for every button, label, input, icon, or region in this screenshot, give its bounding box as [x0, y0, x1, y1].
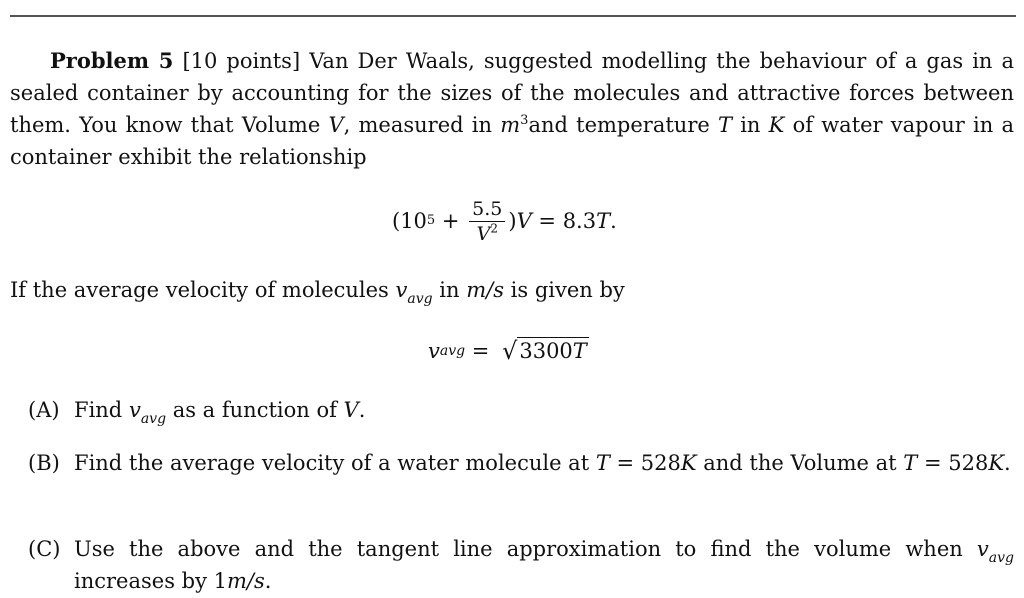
part-a-label: (A)	[28, 398, 60, 422]
rest-text: of water vapour in a container exhibit the relationship	[10, 113, 1015, 169]
part-c-text3: .	[264, 569, 272, 593]
part-a-text3: .	[358, 398, 366, 422]
unit-m: m	[500, 113, 521, 137]
sqrt-symbol	[502, 337, 589, 365]
part-a-var-v: V	[343, 398, 359, 422]
velocity-v: v	[395, 278, 408, 302]
measured-text: , measured in	[343, 113, 501, 137]
eq1-open: (10	[392, 209, 427, 233]
part-b	[28, 447, 1014, 479]
unit-exp: 3	[520, 113, 529, 128]
part-b-k2: K	[988, 451, 1005, 475]
sqrt-sign: √	[502, 337, 518, 365]
eq1-end: .	[610, 209, 617, 233]
part-a-sub: avg	[140, 411, 167, 427]
part-b-text3: and the Volume at	[696, 451, 904, 475]
part-a-v: v	[128, 398, 141, 422]
sqrt-radicand	[517, 337, 588, 364]
unit-k: K	[768, 113, 785, 137]
intro-text: Van Der Waals, suggested modelling the behaviour of a gas in a sealed container by accounting for the sizes of the molecules and attractive forces between them. You know that Volume	[10, 49, 1015, 137]
part-c-sub: avg	[988, 550, 1014, 566]
problem-points: [10 points]	[182, 49, 301, 73]
radicand-num: 3300	[519, 339, 573, 363]
eq2-equals: =	[465, 339, 497, 363]
part-c-v: v	[976, 537, 989, 561]
part-b-t2: T	[903, 451, 918, 475]
part-c-text1: Use the above and the tangent line approximation to find the volume when	[74, 537, 977, 561]
part-a-text1: Find	[74, 398, 129, 422]
problem-statement	[10, 45, 1014, 173]
eq1-var-t: T	[596, 209, 611, 233]
part-c-label: (C)	[28, 537, 61, 561]
part-b-label: (B)	[28, 451, 60, 475]
eq1-den-var: V	[476, 222, 491, 245]
velocity-unit: m/s	[466, 278, 504, 302]
part-c-unit: m/s	[227, 569, 265, 593]
part-b-k1: K	[680, 451, 697, 475]
eq1-den-exp: 2	[490, 221, 498, 236]
problem-heading: Problem 5	[50, 48, 174, 73]
part-c	[28, 533, 1014, 597]
velocity-suffix: is given by	[503, 278, 625, 302]
part-b-text2: = 528	[609, 451, 681, 475]
velocity-prefix: If the average velocity of molecules	[10, 278, 396, 302]
part-a-text2: as a function of	[166, 398, 344, 422]
part-b-text1: Find the average velocity of a water molecule at	[74, 451, 596, 475]
eq1-plus: +	[435, 209, 467, 233]
eq1-equals: = 8.3	[531, 209, 597, 233]
eq1-numerator: 5.5	[469, 197, 505, 222]
velocity-equation	[428, 337, 589, 365]
top-rule	[10, 15, 1016, 17]
part-c-text	[74, 533, 1014, 597]
part-b-text	[74, 447, 1014, 479]
part-b-text4: = 528	[917, 451, 989, 475]
part-b-text5: .	[1004, 451, 1011, 475]
eq2-sub: avg	[439, 343, 466, 359]
eq1-var-v: V	[516, 209, 532, 233]
eq2-v: v	[428, 339, 440, 363]
and-temp-text: and temperature	[528, 113, 718, 137]
part-b-t1: T	[595, 451, 610, 475]
radicand-var: T	[572, 339, 587, 363]
var-t: T	[718, 113, 733, 137]
part-a	[28, 394, 1014, 426]
van-der-waals-equation: (10 5 + $\frac{5.5}{V^2}$ ) V = 8.3 T .	[392, 197, 617, 245]
part-a-text	[74, 394, 1014, 426]
velocity-statement	[10, 274, 1014, 306]
eq1-fraction	[469, 197, 505, 246]
eq1-denominator	[474, 222, 501, 246]
part-c-text2: increases by 1	[74, 569, 227, 593]
velocity-in: in	[432, 278, 467, 302]
in-text: in	[732, 113, 769, 137]
velocity-sub: avg	[407, 291, 433, 307]
var-v: V	[328, 113, 344, 137]
eq1-close: )	[508, 209, 517, 233]
